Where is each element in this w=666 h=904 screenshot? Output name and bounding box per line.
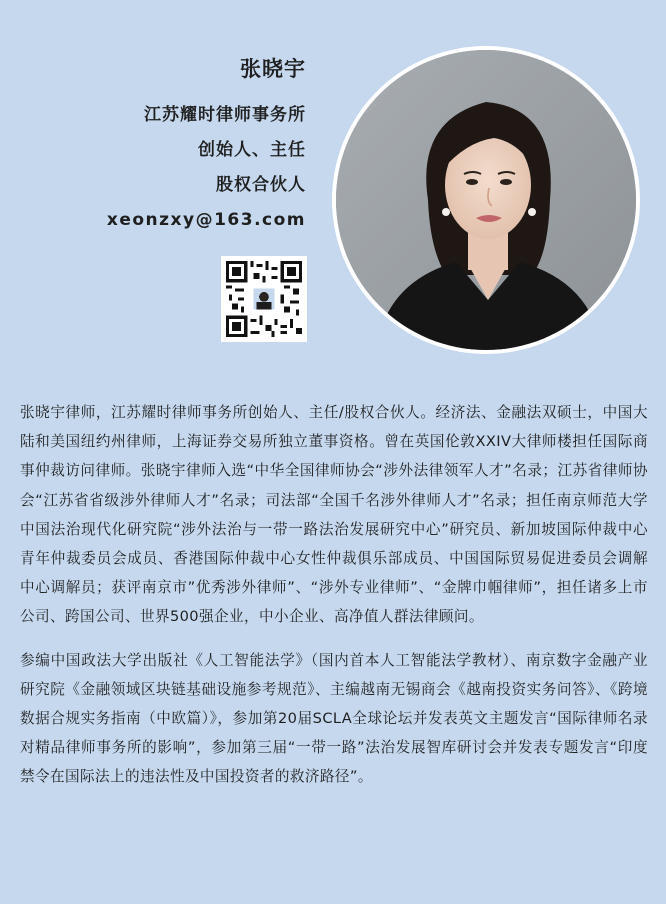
portrait-photo (336, 50, 636, 350)
profile-title-partner: 股权合伙人 (216, 175, 306, 195)
qr-code-icon[interactable] (221, 256, 307, 342)
profile-title-founder: 创始人、主任 (198, 140, 306, 160)
bio-section (20, 398, 648, 806)
bio-paragraph-1: 张晓宇律师，江苏耀时律师事务所创始人、主任/股权合伙人。经济法、金融法双硕士，中国大陆和美国纽约州律师，上海证券交易所独立董事资格。曾在英国伦敦XXIV大律师楼担任国际商事仲裁访问律师。张晓宇律师入选“中华全国律师协会“涉外法律领军人才”名录；江苏省律师协会“江苏省省级涉外律师人才”名录；司法部“全国千名涉外律师人才”名录；担任南京师范大学中国法治现代化研究院“涉外法治与一带一路法治发展研究中心”研究员、新加坡国际仲裁中心青年仲裁委员会成员、香港国际仲裁中心女性仲裁俱乐部成员、中国国际贸易促进委员会调解中心调解员；获评南京市”优秀涉外律师”、“涉外专业律师”、“金牌巾帼律师”，担任诸多上市公司、跨国公司、世界500强企业，中小企业、高净值人群法律顾问。 (20, 404, 648, 626)
profile-firm: 江苏耀时律师事务所 (144, 105, 306, 125)
profile-name: 张晓宇 (240, 57, 306, 81)
profile-header (0, 0, 666, 380)
profile-info (107, 52, 306, 238)
portrait-frame (332, 46, 640, 354)
profile-email[interactable]: xeonzxy@163.com (106, 210, 306, 230)
bio-paragraph-2: 参编中国政法大学出版社《人工智能法学》（国内首本人工智能法学教材）、南京数字金融产业研究院《金融领域区块链基础设施参考规范》、主编越南无锡商会《越南投资实务问答》、《跨境数据合规实务指南（中欧篇）》，参加第20届SCLA全球论坛并发表英文主题发言“国际律师名录对精品律师事务所的影响”，参加第三届“一带一路”法治发展智库研讨会并发表专题发言“印度禁令在国际法上的违法性及中国投资者的救济路径”。 (20, 651, 648, 786)
